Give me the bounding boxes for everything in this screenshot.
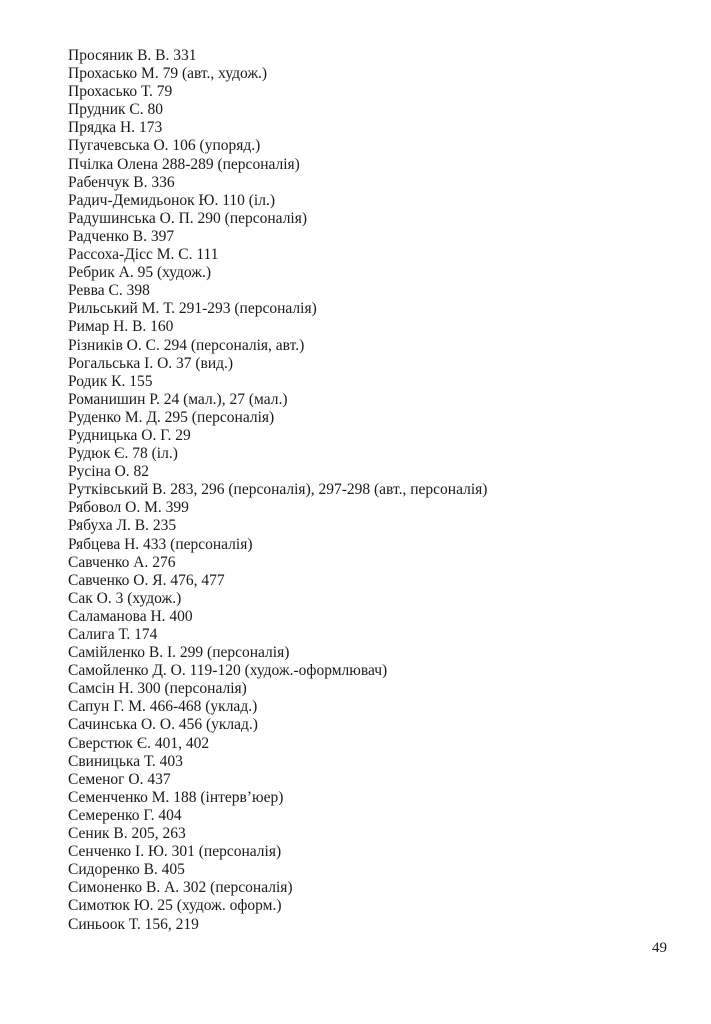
- index-entry: Симоненко В. А. 302 (персоналія): [68, 879, 293, 897]
- index-entry: Семеног О. 437: [68, 770, 171, 788]
- index-entry: Просяник В. В. 331: [68, 47, 197, 64]
- index-entry: Свиницька Т. 403: [68, 752, 183, 770]
- index-entry: Салига Т. 174: [68, 626, 158, 643]
- index-entry: Прядка Н. 173: [68, 119, 163, 137]
- index-entry: Рильський М. Т. 291-293 (персоналія): [68, 300, 317, 318]
- index-entry: Рогальська І. О. 37 (вид.): [68, 354, 234, 372]
- index-entry: Семеренко Г. 404: [68, 806, 182, 824]
- name-index-list: [68, 47, 487, 934]
- index-entry: Сак О. 3 (худож.): [68, 589, 182, 607]
- index-entry: Рассоха-Дісс М. С. 111: [68, 246, 219, 264]
- index-entry: Савченко О. Я. 476, 477: [68, 571, 225, 589]
- index-entry: Русіна О. 82: [68, 463, 150, 481]
- index-entry: Радушинська О. П. 290 (персоналія): [68, 209, 308, 227]
- page-number: 49: [652, 940, 667, 956]
- index-entry: Радич-Демидьонок Ю. 110 (іл.): [68, 191, 276, 209]
- index-entry: Рабенчук В. 336: [68, 173, 175, 191]
- index-entry: Самсін Н. 300 (персоналія): [68, 680, 247, 698]
- index-entry: Рудюк Є. 78 (іл.): [68, 445, 178, 463]
- index-entry: Симотюк Ю. 25 (худож. оформ.): [68, 897, 282, 915]
- index-entry: Рябцева Н. 433 (персоналія): [68, 535, 253, 553]
- index-entry: Рябуха Л. В. 235: [68, 517, 177, 535]
- index-entry: Романишин Р. 24 (мал.), 27 (мал.): [68, 390, 288, 408]
- index-entry: Саламанова Н. 400: [68, 607, 193, 625]
- index-entry: Різників О. С. 294 (персоналія, авт.): [68, 336, 305, 354]
- index-entry: Самійленко В. І. 299 (персоналія): [68, 644, 290, 662]
- index-entry: Римар Н. В. 160: [68, 318, 174, 336]
- index-entry: Ребрик А. 95 (худож.): [68, 264, 212, 282]
- index-entry: Пугачевська О. 106 (упоряд.): [68, 137, 261, 155]
- index-entry: Прохасько Т. 79: [68, 83, 173, 101]
- index-entry: Самойленко Д. О. 119-120 (худож.-оформлювач): [68, 662, 388, 680]
- index-entry: Семенченко М. 188 (інтерв’юер): [68, 788, 284, 806]
- index-entry: Сеник В. 205, 263: [68, 825, 186, 843]
- index-entry: Сенченко І. Ю. 301 (персоналія): [68, 843, 282, 861]
- index-entry: Сапун Г. М. 466-468 (уклад.): [68, 698, 258, 716]
- index-entry: Родик К. 155: [68, 372, 153, 390]
- index-entry: Сверстюк Є. 401, 402: [68, 734, 210, 752]
- index-entry: Прохасько М. 79 (авт., худож.): [68, 65, 268, 83]
- index-entry: Савченко А. 276: [68, 553, 176, 571]
- index-entry: Руденко М. Д. 295 (персоналія): [68, 408, 275, 426]
- index-entry: Рудницька О. Г. 29: [68, 426, 191, 444]
- index-entry: Синьоок Т. 156, 219: [68, 915, 199, 933]
- index-entry: Ревва С. 398: [68, 282, 150, 300]
- index-entry: Сидоренко В. 405: [68, 861, 185, 879]
- index-entry: Радченко В. 397: [68, 227, 175, 245]
- index-entry: Рябовол О. М. 399: [68, 499, 189, 517]
- index-entry: Прудник С. 80: [68, 101, 163, 119]
- index-entry: Сачинська О. О. 456 (уклад.): [68, 716, 258, 734]
- index-entry: Пчілка Олена 288-289 (персоналія): [68, 155, 300, 173]
- index-entry: Рутківський В. 283, 296 (персоналія), 297-298 (авт., персоналія): [68, 481, 488, 499]
